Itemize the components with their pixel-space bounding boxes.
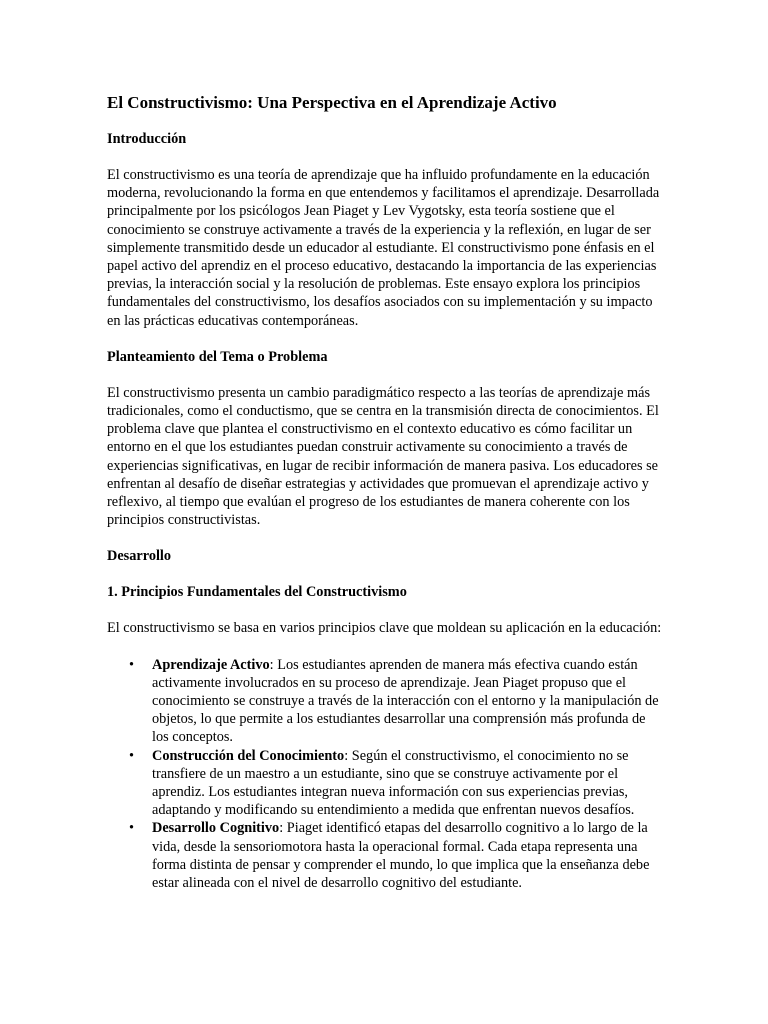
principle-term: Construcción del Conocimiento	[152, 747, 345, 764]
principles-heading: 1. Principios Fundamentales del Constructivismo	[107, 584, 407, 601]
principle-text: : Según el constructivismo, el conocimiento no se transfiere de un maestro a un estudiante, sino que se construye activamente por el aprendiz. Los estudiantes integran nueva información con sus experiencias previas, adaptando y modificando su entendimiento a medida que enfrentan nuevos desafíos.	[152, 747, 635, 819]
principles-intro: El constructivismo se basa en varios principios clave que moldean su aplicación en la educación:	[107, 620, 662, 637]
principle-term: Aprendizaje Activo	[152, 656, 270, 673]
development-heading: Desarrollo	[107, 548, 172, 565]
bullet-icon: •	[129, 656, 135, 673]
list-item	[129, 819, 662, 892]
principle-term: Desarrollo Cognitivo	[152, 820, 280, 837]
problem-heading: Planteamiento del Tema o Problema	[107, 348, 328, 365]
bullet-icon: •	[129, 820, 135, 837]
list-item	[129, 747, 662, 820]
problem-paragraph: El constructivismo presenta un cambio paradigmático respecto a las teorías de aprendizaje más tradicionales, como el conductismo, que se centra en la transmisión directa de conocimientos. El problema clave que plantea el constructivismo en el contexto educativo es cómo facilitar un entorno en el que los estudiantes puedan construir activamente su conocimiento a través de experiencias significativas, en lugar de recibir información de manera pasiva. Los educadores se enfrentan al desafío de diseñar estrategias y actividades que promuevan el aprendizaje activo y reflexivo, al tiempo que evalúan el progreso de los estudiantes de manera coherente con los principios constructivistas.	[107, 384, 659, 529]
intro-heading: Introducción	[107, 131, 187, 147]
document-title: El Constructivismo: Una Perspectiva en el Aprendizaje Activo	[107, 93, 557, 112]
bullet-icon: •	[129, 747, 135, 764]
document-page	[107, 92, 662, 892]
list-item	[129, 656, 662, 747]
intro-paragraph: El constructivismo es una teoría de aprendizaje que ha influido profundamente en la educación moderna, revolucionando la forma en que entendemos y facilitamos el aprendizaje. Desarrollada principalmente por los psicólogos Jean Piaget y Lev Vygotsky, esta teoría sostiene que el conocimiento se construye activamente a través de la experiencia y la reflexión, en lugar de ser simplemente transmitido desde un educador al estudiante. El constructivismo pone énfasis en el papel activo del aprendiz en el proceso educativo, destacando la importancia de las experiencias previas, la interacción social y la resolución de problemas. Este ensayo explora los principios fundamentales del constructivismo, los desafíos asociados con su implementación y su impacto en las prácticas educativas contemporáneas.	[107, 167, 660, 329]
principle-text: : Los estudiantes aprenden de manera más efectiva cuando están activamente involucrados en su proceso de aprendizaje. Jean Piaget propuso que el conocimiento se construye a través de la interacción con el entorno y la manipulación de objetos, lo que permite a los estudiantes desarrollar una comprensión más profunda de los conceptos.	[152, 656, 659, 746]
principle-text: : Piaget identificó etapas del desarrollo cognitivo a lo largo de la vida, desde la sensoriomotora hasta la operacional formal. Cada etapa representa una forma distinta de pensar y comprender el mundo, lo que implica que la enseñanza debe estar alineada con el nivel de desarrollo cognitivo del estudiante.	[152, 820, 650, 892]
principles-list	[107, 656, 662, 893]
